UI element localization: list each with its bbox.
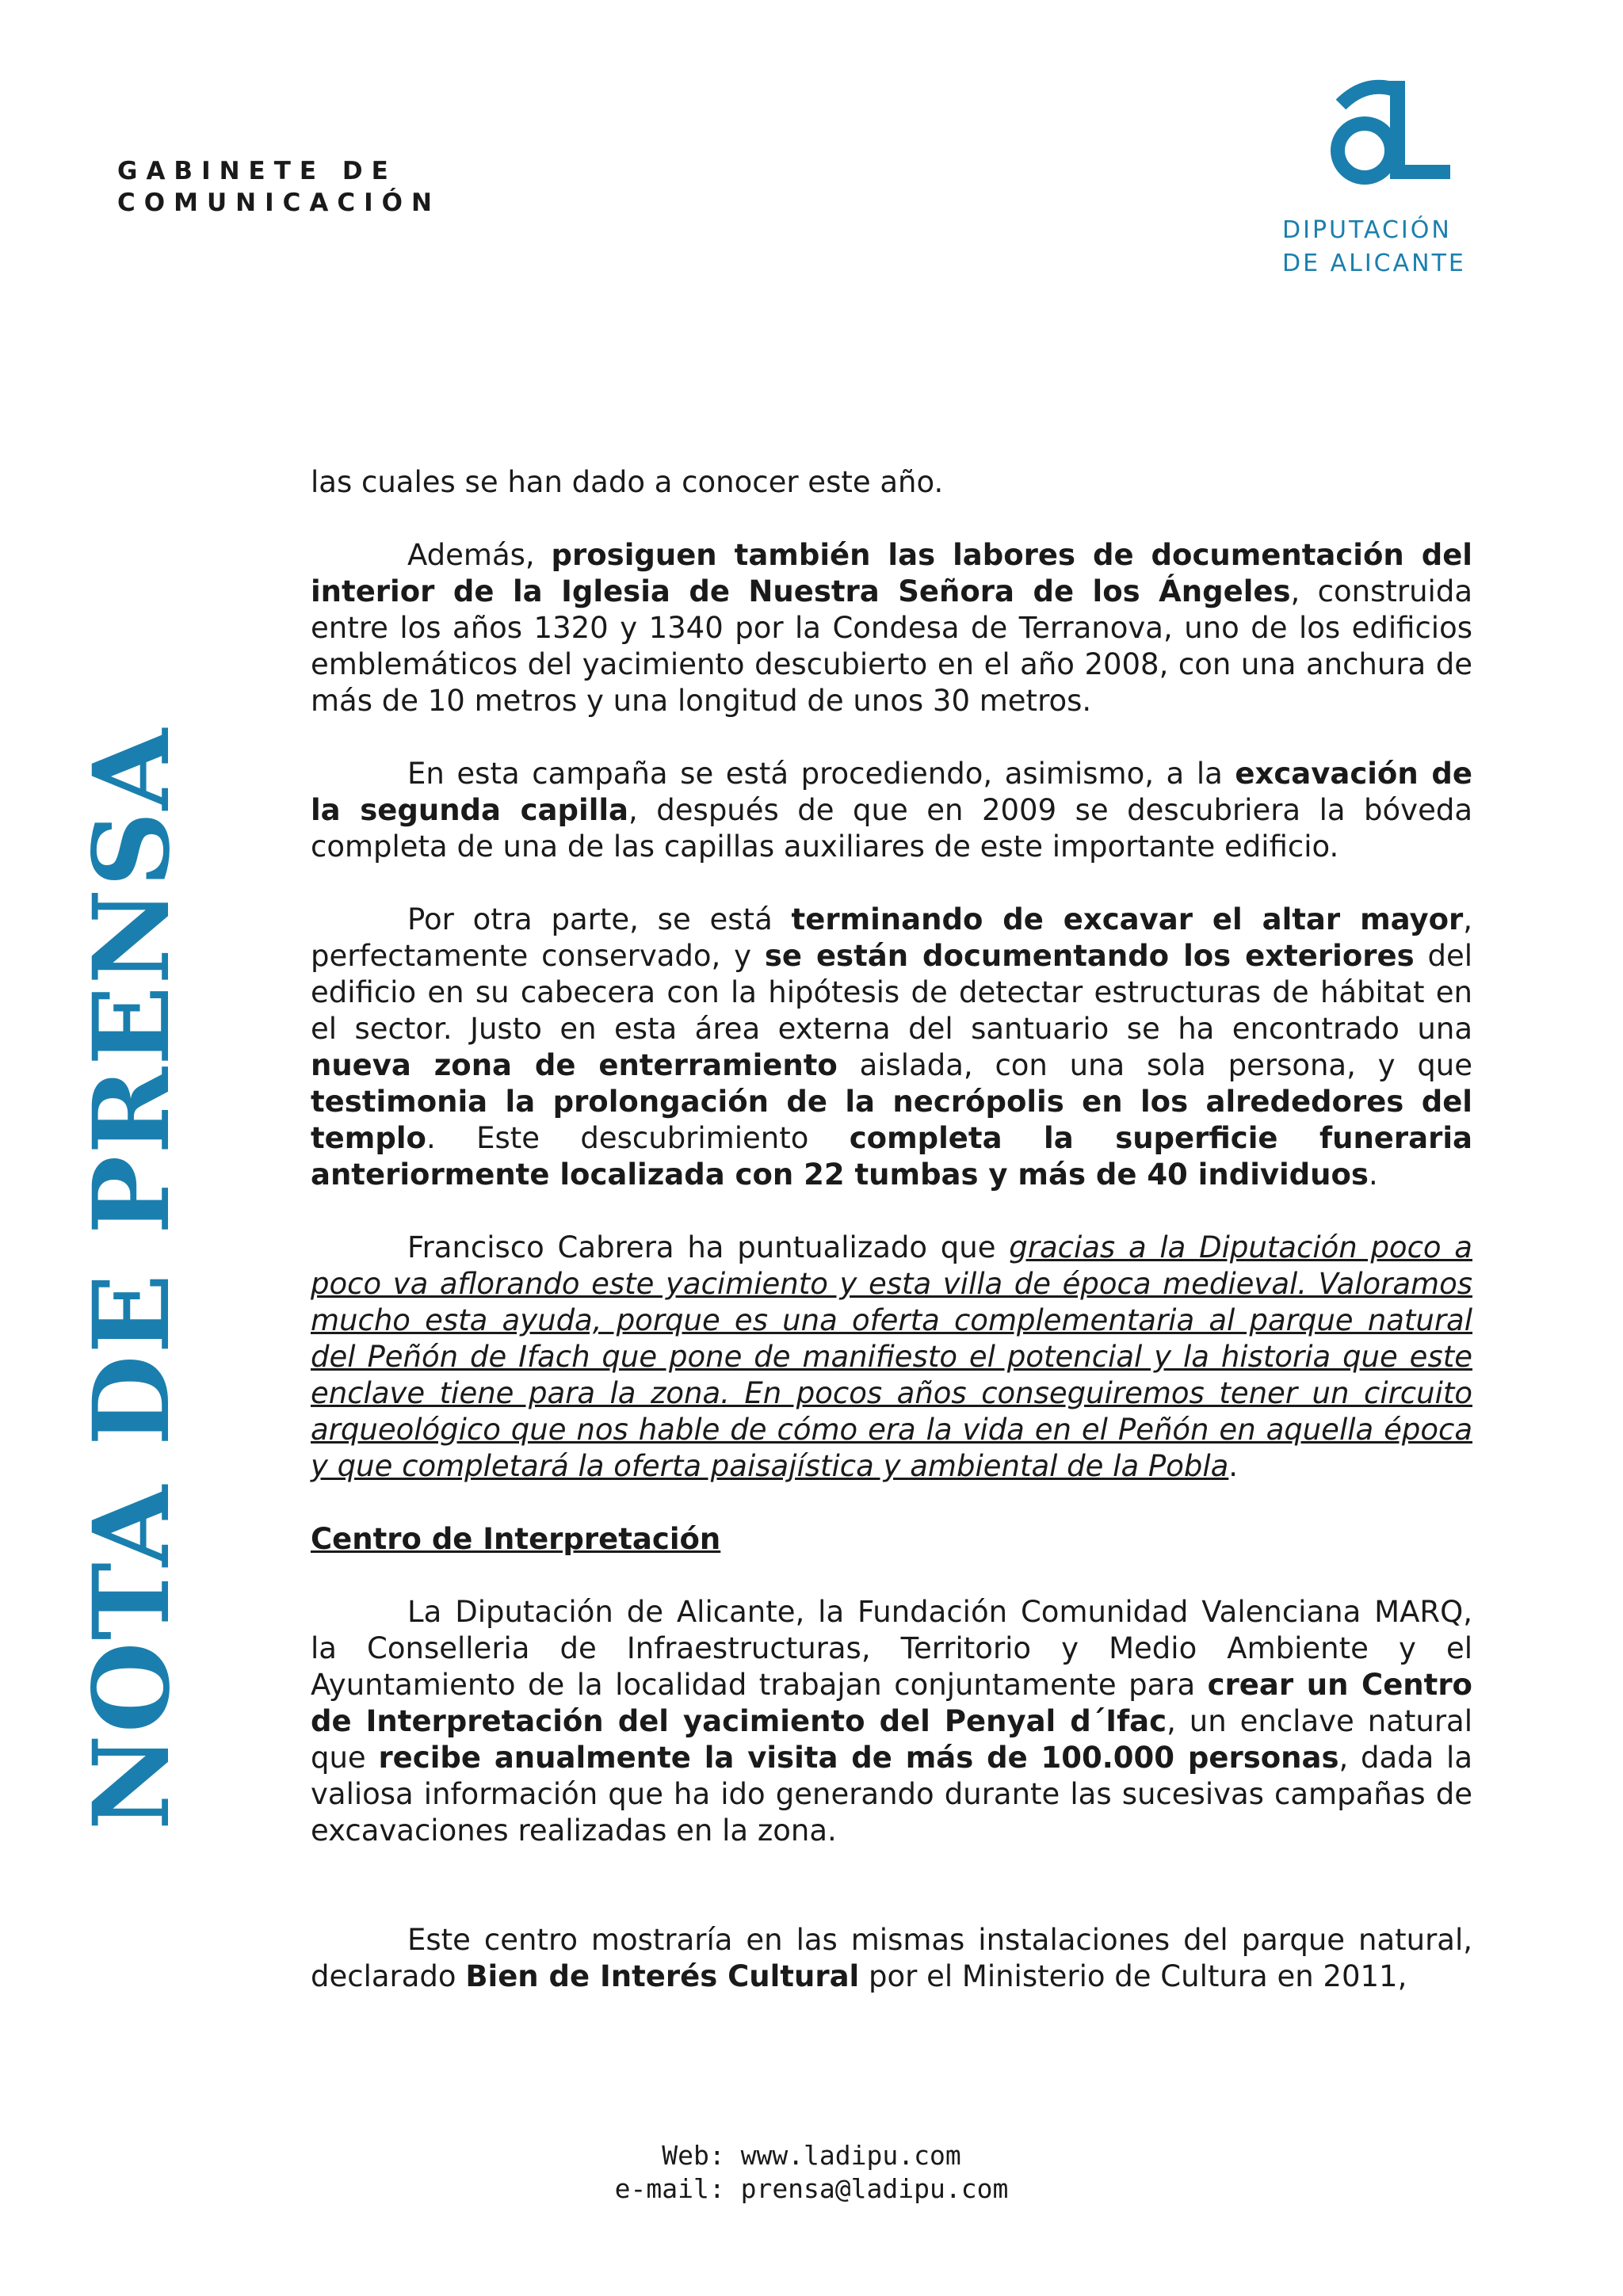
diputacion-logo — [1282, 73, 1480, 280]
paragraph-2: En esta campaña se está procediendo, asimismo, a la excavación de la segunda capilla, después de que en 2009 se descubriera la bóveda completa de una de las capillas auxiliares de este importante edificio. — [311, 757, 1472, 864]
department-line-2: COMUNICACIÓN — [117, 189, 441, 217]
press-release-body — [311, 464, 1472, 2031]
paragraph-6: Este centro mostraría en las mismas instalaciones del parque natural, declarado Bien de Interés Cultural por el Ministerio de Cultura en 2011, — [311, 1923, 1472, 1993]
vertical-title: NOTA DE PRENSA — [71, 727, 193, 1830]
footer-web: Web: www.ladipu.com — [662, 2140, 961, 2171]
paragraph-1: Además, prosiguen también las labores de documentación del interior de la Iglesia de Nuestra Señora de los Ángeles, construida entre los años 1320 y 1340 por la Condesa de Terranova, uno de los edificios emblemáticos del yacimiento descubierto en el año 2008, con una anchura de más de 10 metros y una longitud de unos 30 metros. — [311, 538, 1472, 718]
department-line-1: GABINETE DE — [117, 157, 397, 185]
section-heading: Centro de Interpretación — [311, 1522, 721, 1556]
al-logo-icon — [1327, 73, 1453, 200]
department-name — [117, 155, 441, 219]
footer-email: e-mail: prensa@ladipu.com — [614, 2173, 1009, 2204]
footer-contact — [0, 2139, 1623, 2206]
logo-text-line-2: DE ALICANTE — [1282, 250, 1466, 277]
paragraph-3: Por otra parte, se está terminando de excavar el altar mayor, perfectamente conservado, y se están documentando los exteriores del edificio en su cabecera con la hipótesis de detectar estructuras de hábitat en el sector. Justo en esta área externa del santuario se ha encontrado una nueva zona de enterramiento aislada, con una sola persona, y que testimonia la prolongación de la necrópolis en los alrededores del templo. Este descubrimiento completa la superficie funeraria anteriormente localizada con 22 tumbas y más de 40 individuos. — [311, 902, 1473, 1192]
paragraph-5: La Diputación de Alicante, la Fundación Comunidad Valenciana MARQ, la Conselleria de Infraestructuras, Territorio y Medio Ambiente y el Ayuntamiento de la localidad trabajan conjuntamente para crear un Centro de Interpretación del yacimiento del Penyal d´Ifac, un enclave natural que recibe anualmente la visita de más de 100.000 personas, dada la valiosa información que ha ido generando durante las sucesivas campañas de excavaciones realizadas en la zona. — [311, 1595, 1472, 1848]
paragraph-4-quote: Francisco Cabrera ha puntualizado que gracias a la Diputación poco a poco va aflorando este yacimiento y esta villa de época medieval. Valoramos mucho esta ayuda, porque es una oferta complementaria al parque natural del Peñón de Ifach que pone de manifiesto el potencial y la historia que este enclave tiene para la zona. En pocos años conseguiremos tener un circuito arqueológico que nos hable de cómo era la vida en el Peñón en aquella época y que completará la oferta paisajística y ambiental de la Pobla. — [311, 1230, 1472, 1483]
quote-text: gracias a la Diputación poco a poco va aflorando este yacimiento y esta villa de época medieval. Valoramos mucho esta ayuda, porque es una oferta complementaria al parque natural del Peñón de Ifach que pone de manifiesto el potencial y la historia que este enclave tiene para la zona. En pocos años conseguiremos tener un circuito arqueológico que nos hable de cómo era la vida en el Peñón en aquella época y que completará la oferta paisajística y ambiental de la Pobla — [311, 1230, 1472, 1483]
paragraph-0: las cuales se han dado a conocer este año. — [311, 465, 944, 499]
logo-text-line-1: DIPUTACIÓN — [1282, 216, 1452, 244]
